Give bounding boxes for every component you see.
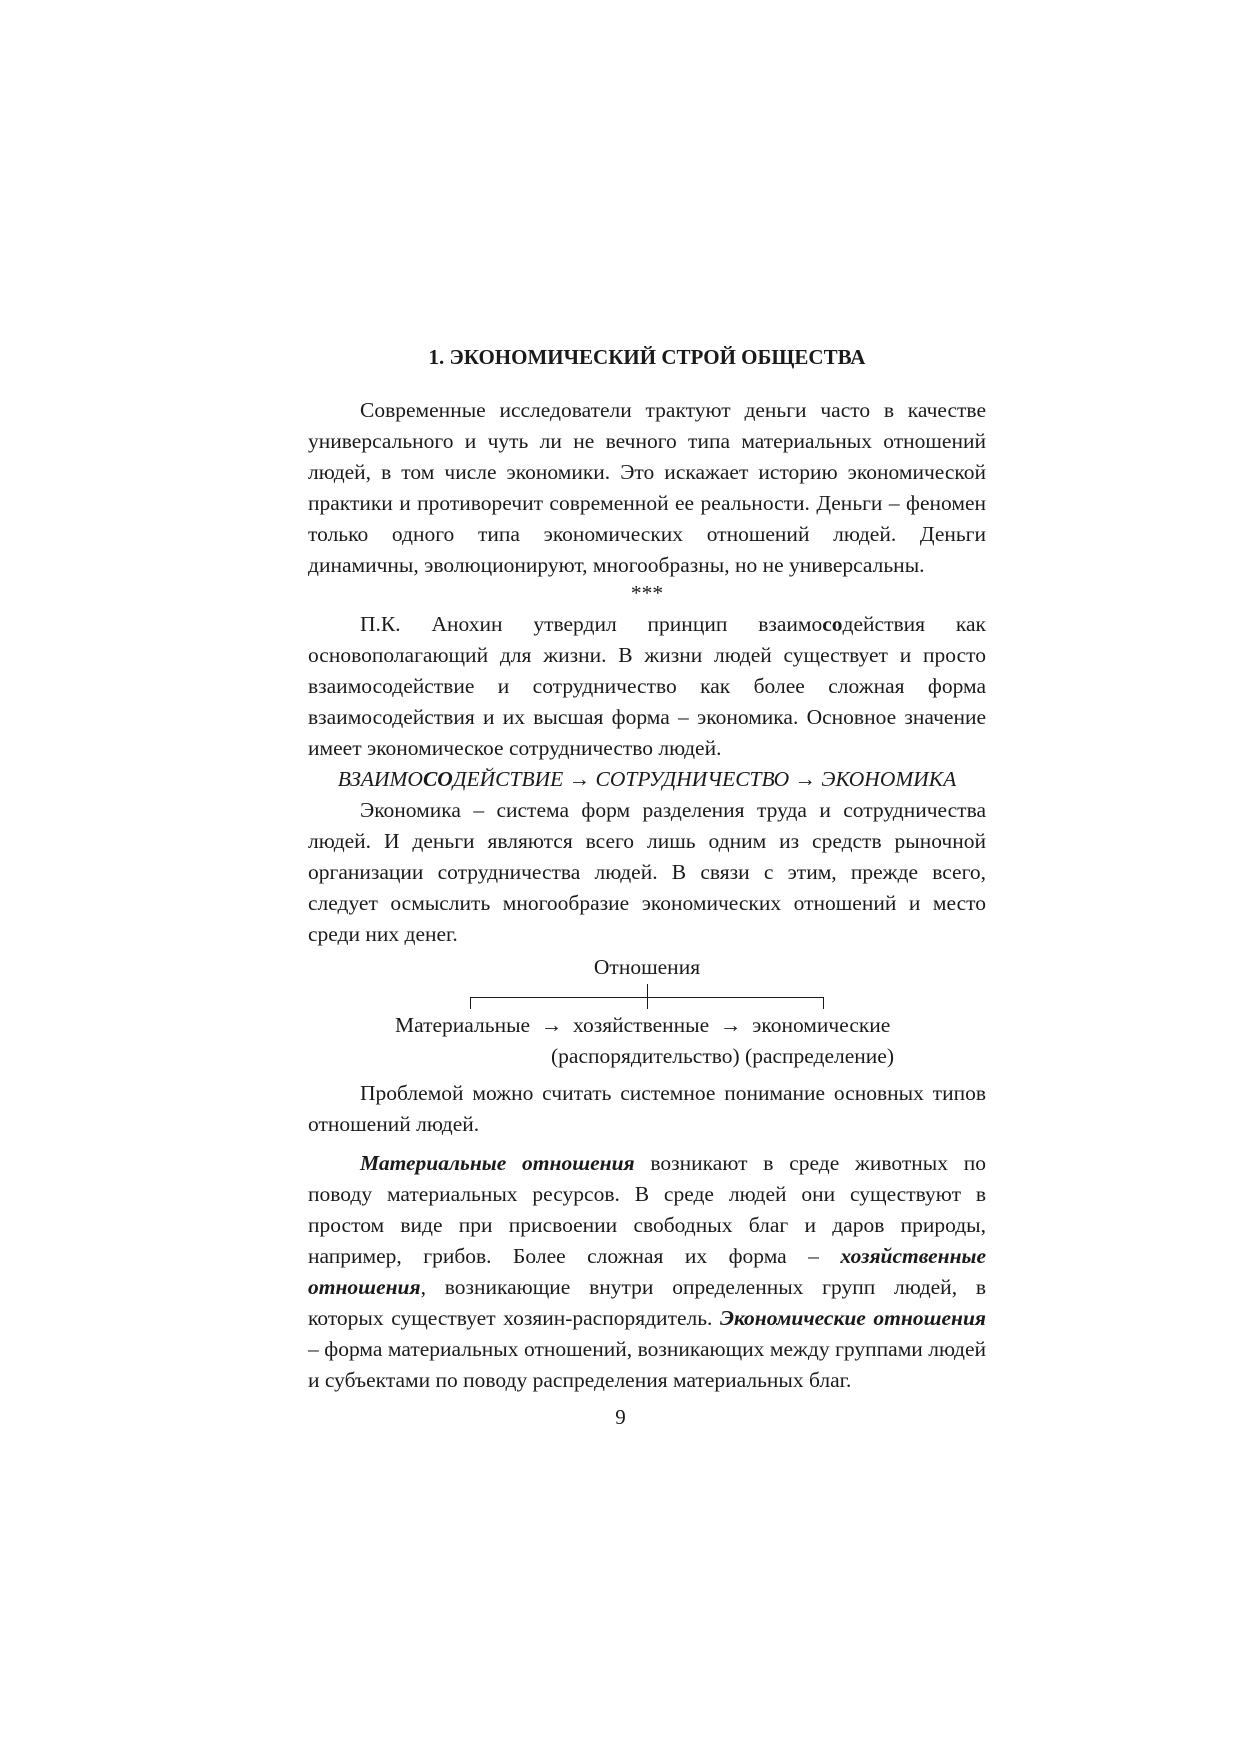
arrow-icon: → [568,767,591,791]
page-content [308,340,986,1396]
diagram-tick-right [823,997,824,1009]
relations-diagram [308,952,986,1068]
para5-text3: – форма материальных отношений, возникающих между группами людей и субъектами по поводу распределения материальных благ. [308,1337,986,1392]
arrow-icon: → [794,767,817,791]
para2-text-after: действия как основополагающий для жизни. В жизни людей существует и просто взаимосодействие и сотрудничество как более сложная форма взаимосодействия и их высшая форма – экономика. Основное значение имеет экономическое сотрудничество людей. [308,612,986,760]
diagram-top-label: Отношения [593,955,701,979]
diagram-subtypes-row: (распорядительство) (распределение) [551,1044,895,1068]
formula-part1: ВЗАИМО [337,767,423,791]
formula-part1-end: ДЕЙСТВИЕ [452,767,564,791]
para2-bold-syllable: со [822,612,843,636]
page-number: 9 [615,1405,626,1429]
para5-text1: возникают в среде животных по поводу материальных ресурсов. В среде людей они существуют в простом виде при присвоении свободных благ и даров природы, например, грибов. Более сложная их форма – [308,1151,986,1268]
diagram-tick-center [647,984,648,1009]
paragraph-economy: Экономика – система форм разделения труда и сотрудничества людей. И деньги являются всего лишь одним из средств рыночной организации сотрудничества людей. В связи с этим, прежде всего, следует осмыслить многообразие экономических отношений и место среди них денег. [308,798,986,946]
diagram-tick-left [470,997,471,1009]
paragraph-anokhin [308,609,986,764]
formula-part1-bold: СО [422,767,453,791]
term-material-relations: Материальные отношения [360,1151,635,1175]
section-separator: *** [630,581,664,605]
chapter-title: 1. ЭКОНОМИЧЕСКИЙ СТРОЙ ОБЩЕСТВА [428,345,866,369]
formula-line [308,764,986,795]
para2-text-before: П.К. Анохин утвердил принцип взаимо [360,612,823,636]
diagram-relations-row: Материальные → хозяйственные → экономические [395,1013,891,1037]
paragraph-relations [308,1148,986,1396]
paragraph-problem: Проблемой можно считать системное понимание основных типов отношений людей. [308,1081,986,1136]
formula-part3: ЭКОНОМИКА [821,767,957,791]
spacer [308,1140,986,1148]
formula-part2: СОТРУДНИЧЕСТВО [595,767,790,791]
paragraph-money: Современные исследователи трактуют деньги часто в качестве универсального и чуть ли не вечного типа материальных отношений людей, в том числе экономики. Это искажает историю экономической практики и противоречит современной ее реальности. Деньги – феномен только одного типа экономических отношений людей. Деньги динамичны, эволюционируют, многообразны, но не универсальны. [308,398,986,577]
term-economic-relations: Экономические отношения [719,1306,986,1330]
term-household-relations: хозяйственные отношения [308,1244,986,1299]
para5-text2: , возникающие внутри определенных групп людей, в которых существует хозяин-распорядитель. [308,1275,986,1330]
